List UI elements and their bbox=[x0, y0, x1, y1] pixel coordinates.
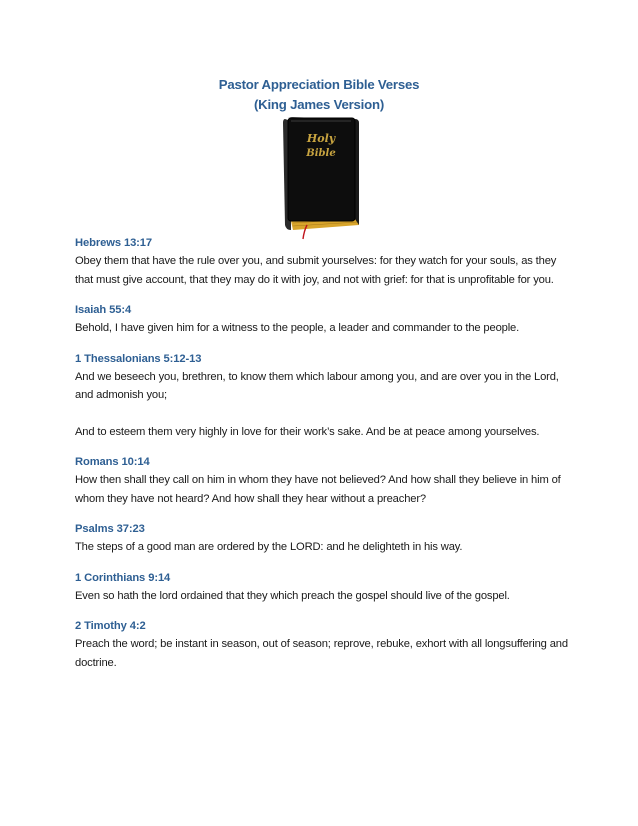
verse-block bbox=[75, 301, 575, 338]
verse-reference: Isaiah 55:4 bbox=[75, 304, 132, 316]
verse-block bbox=[75, 569, 575, 606]
verse-reference: 1 Thessalonians 5:12-13 bbox=[75, 352, 202, 365]
verse-block bbox=[75, 453, 575, 508]
verse-text: Behold, I have given him for a witness to the people, a leader and commander to the people. bbox=[75, 322, 520, 334]
verse-text: And we beseech you, brethren, to know them which labour among you, and are over you in the Lord, and admonish you; bbox=[75, 370, 559, 401]
verse-reference: Hebrews 13:17 bbox=[75, 237, 153, 249]
verse-block bbox=[75, 520, 575, 557]
verse-block bbox=[75, 617, 575, 672]
holy-bible-book-icon bbox=[277, 113, 363, 243]
page-title: Pastor Appreciation Bible Verses bbox=[218, 77, 420, 92]
verse-text: Obey them that have the rule over you, and submit yourselves: for they watch for your souls, as they that must give account, that they may do it with joy, and not with grief: for that is unprofitable for you. bbox=[75, 255, 557, 286]
verse-reference: Romans 10:14 bbox=[75, 456, 150, 468]
verse-reference: 1 Corinthians 9:14 bbox=[75, 571, 171, 584]
verse-text: The steps of a good man are ordered by the LORD: and he delighteth in his way. bbox=[75, 541, 463, 553]
verse-text: And to esteem them very highly in love for their work’s sake. And be at peace among yourselves. bbox=[75, 425, 540, 438]
verse-text: How then shall they call on him in whom they have not believed? And how shall they believe in him of whom they have not heard? And how shall they hear without a preacher? bbox=[75, 474, 561, 505]
page-subtitle: (King James Version) bbox=[253, 97, 385, 112]
verse-list bbox=[75, 234, 575, 684]
verse-text: Preach the word; be instant in season, out of season; reprove, rebuke, exhort with all longsuffering and doctrine. bbox=[75, 638, 568, 669]
verse-text: Even so hath the lord ordained that they which preach the gospel should live of the gospel. bbox=[75, 589, 510, 602]
verse-reference: Psalms 37:23 bbox=[75, 523, 145, 535]
verse-block bbox=[75, 234, 575, 289]
verse-block bbox=[75, 350, 575, 442]
bible-cover-line2: Bible bbox=[306, 148, 336, 159]
verse-reference: 2 Timothy 4:2 bbox=[75, 620, 146, 632]
bible-cover-line1: Holy bbox=[306, 132, 336, 145]
